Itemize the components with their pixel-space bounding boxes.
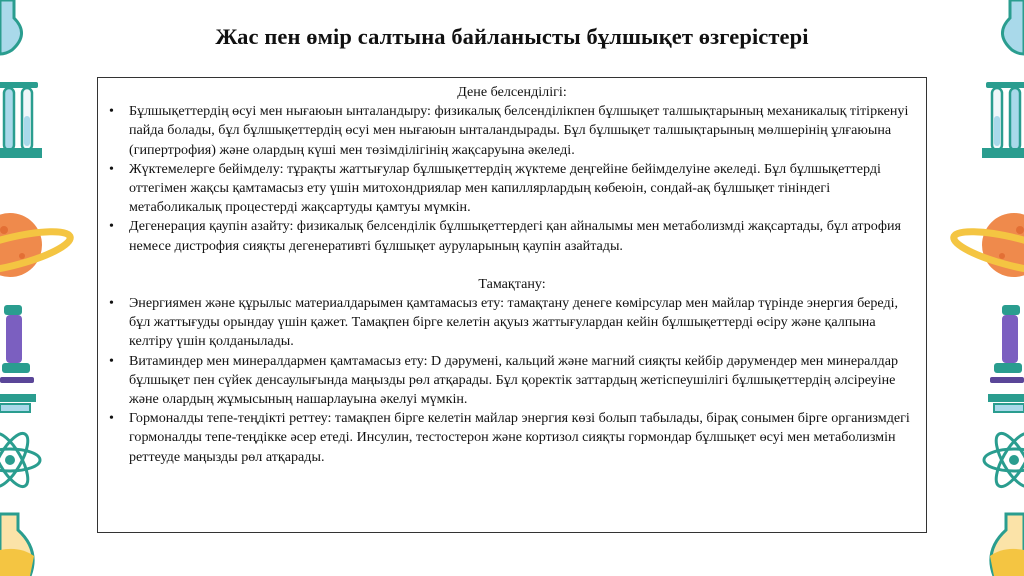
microscope-icon-left (0, 305, 36, 385)
list-item: • Бұлшықеттердің өсуі мен нығаюын ынталандыру: физикалық белсенділікпен бұлшықет талшықтарының механикалық тітіркенуі пайда болады, бұл бұлшықеттердің өсуі мен нығаюын ынталандырады. Бұл бұлшықет талшықтарының мөлшерінің ұлғаюына (гипертрофия) және олардың күші мен төзімділігінің жақсаруына әкеледі. (108, 102, 916, 160)
atom-icon-right (964, 425, 1024, 495)
planet-icon-right (934, 200, 1024, 290)
nutrition-list (108, 294, 916, 467)
microscope-icon-right (988, 305, 1024, 385)
content-box (97, 77, 927, 533)
planet-icon-left (0, 200, 90, 290)
list-item: • Энергиямен және құрылыс материалдарымен қамтамасыз ету: тамақтану денеге көмірсулар мен майлар түрінде энергия береді, бұл жаттығуды орындау үшін қажет. Тамақпен бірге келетін ақуыз жаттығулардан кейін бұлшықеттерді өсіру және қалпына келтіру үшін қолданылады. (108, 294, 916, 352)
list-item: • Жүктемелерге бейімделу: тұрақты жаттығулар бұлшықеттердің жүктеме деңгейіне бейімделуіне әкеледі. Бұл бұлшықеттерді оттегімен жақсы қамтамасыз ету үшін митохондриялар мен капиллярлардың көбеюін, сондай-ақ бұлшықет тініндегі метаболикалық процестерді жақсартуды қамтуы мүмкін. (108, 160, 916, 218)
section-heading-nutrition: Тамақтану: (478, 275, 546, 292)
beaker-icon-left (0, 510, 50, 576)
beaker-icon-right (974, 510, 1024, 576)
list-item: • Дегенерация қаупін азайту: физикалық белсенділік бұлшықеттердегі қан айналымы мен метаболизмді жақсартады, бұл атрофия немесе дистрофия сияқты дегенеративті бұлшықет ауруларының қаупін азайтады. (108, 217, 916, 255)
list-item: • Гормоналды тепе-теңдікті реттеу: тамақпен бірге келетін майлар энергия көзі болып табылады, бірақ сонымен бірге организмдегі гормоналды тепе-теңдікке әсер етеді. Инсулин, тестостерон және кортизол сияқты гормондар бұлшықет өсуі мен метаболизмін реттеуде маңызды рөл атқарады. (108, 409, 916, 467)
section-spacer (108, 256, 916, 275)
books-icon-left (0, 392, 40, 416)
list-item: • Витаминдер мен минералдармен қамтамасыз ету: D дәрумені, кальций және магний сияқты кейбір дәрумендер мен минералдар бұлшықет пен сүйек денсаулығында маңызды рөл атқарады. Бұл қоректік заттардың жетіспеушілігі бұлшықеттердің әлсіреуіне және олардың жұмысының нашарлауына әкелуі мүмкін. (108, 352, 916, 410)
slide-title: Жас пен өмір салтына байланысты бұлшықет өзгерістері (215, 24, 809, 49)
test-tubes-icon-right (982, 82, 1024, 162)
atom-icon-left (0, 425, 60, 495)
physical-activity-list (108, 102, 916, 256)
books-icon-right (984, 392, 1024, 416)
test-tubes-icon-left (0, 82, 42, 162)
section-heading-physical-activity: Дене белсенділігі: (457, 84, 567, 100)
